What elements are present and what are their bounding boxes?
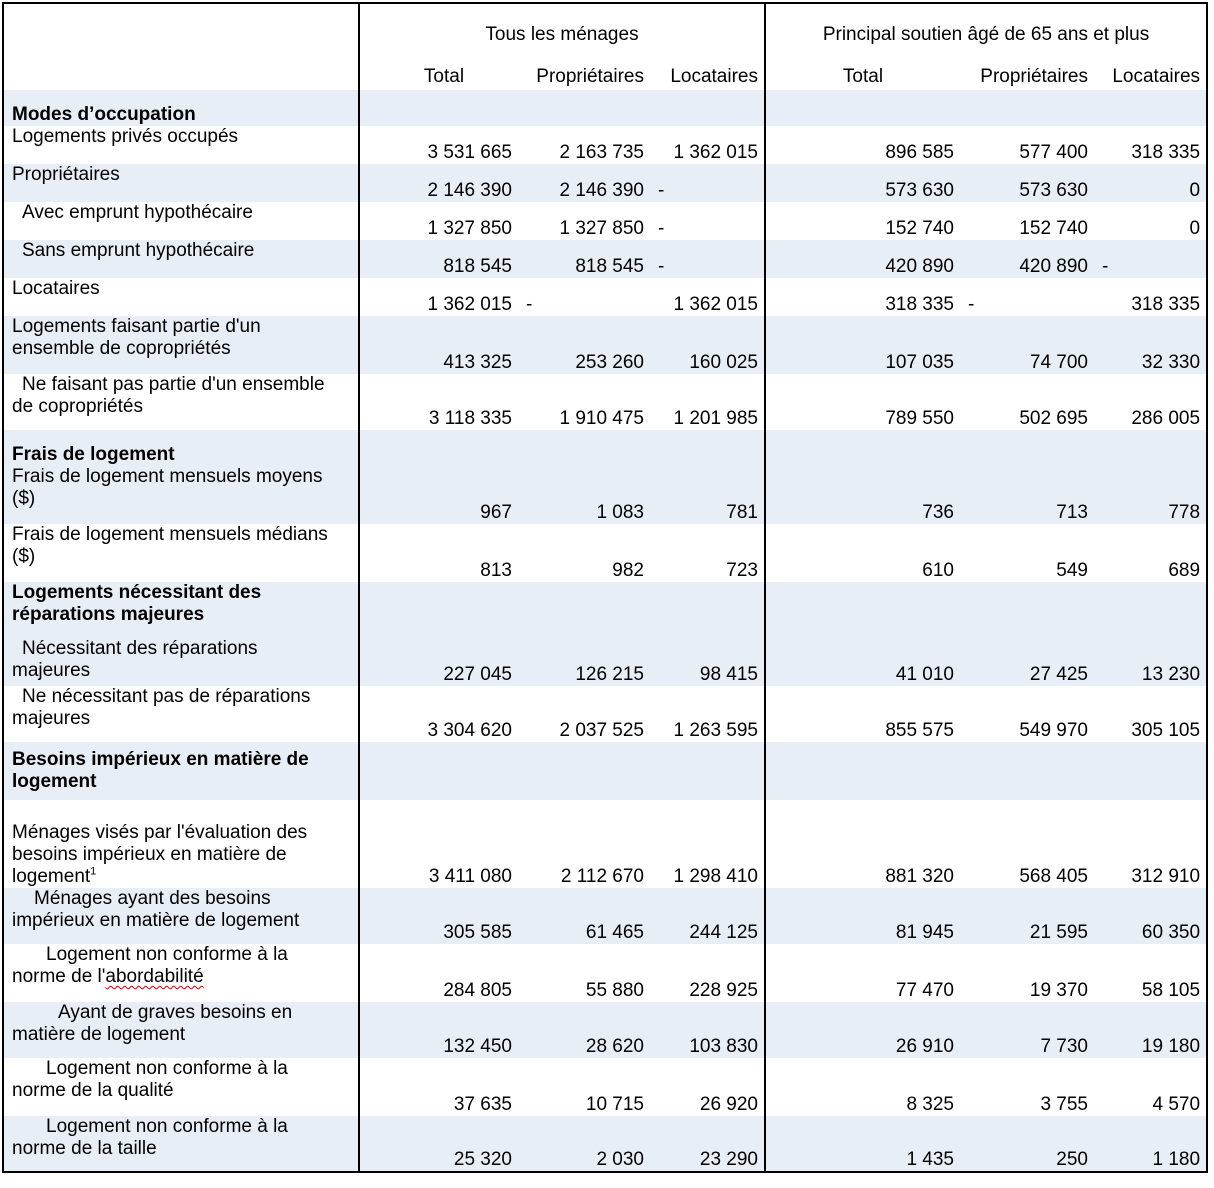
row-label-line: ($) — [12, 546, 36, 567]
cell-value: 1 362 015 — [650, 278, 765, 316]
cell-value: 26 910 — [765, 1002, 960, 1058]
cell-value: 1 910 475 — [559, 408, 644, 429]
section-title-reparations-line2: réparations majeures — [12, 604, 205, 625]
cell-value: 689 — [1094, 524, 1207, 582]
row-label-line: besoins impérieux en matière de — [12, 844, 287, 865]
row-label-line: Ne faisant pas partie d'un ensemble — [22, 374, 325, 395]
row-label-line: Ne nécessitant pas de réparations — [22, 686, 311, 707]
header-group-all-households: Tous les ménages — [359, 3, 765, 50]
row-label — [3, 1002, 359, 1058]
row-label — [3, 888, 359, 944]
cell-value: 3 118 335 — [428, 408, 512, 429]
row-label: Sans emprunt hypothécaire — [3, 240, 359, 278]
cell-value: 284 805 — [443, 980, 512, 1001]
cell-value: 4 570 — [1094, 1058, 1207, 1116]
cell-value: 19 180 — [1094, 1002, 1207, 1058]
row-label-line: norme de la taille — [12, 1138, 157, 1159]
table-row — [3, 316, 1207, 374]
row-label-line: norme de la qualité — [12, 1080, 174, 1101]
spellcheck-word: abordabilité — [105, 966, 204, 987]
row-label-line: majeures — [12, 660, 91, 681]
row-label — [3, 524, 359, 582]
table-row — [3, 164, 1207, 202]
row-label: Logements privés occupés — [3, 126, 359, 164]
section-title-besoins-line2: logement — [12, 771, 97, 792]
cell-value: 244 125 — [650, 888, 765, 944]
cell-value: 549 970 — [1019, 720, 1088, 741]
header-col-owners-all: Propriétaires — [536, 66, 644, 87]
table-row — [3, 430, 1207, 524]
row-label: Avec emprunt hypothécaire — [3, 202, 359, 240]
cell-value: 736 — [765, 430, 960, 524]
cell-value: 74 700 — [960, 316, 1094, 374]
cell-value: 318 335 — [1094, 126, 1207, 164]
row-label-line: ensemble de copropriétés — [12, 338, 231, 359]
row-label: Propriétaires — [3, 164, 359, 202]
cell-value: 23 290 — [650, 1116, 765, 1172]
cell-value: - — [1094, 240, 1207, 278]
cell-value: 7 730 — [960, 1002, 1094, 1058]
header-col-owners-65: Propriétaires — [980, 66, 1088, 87]
row-label — [3, 800, 359, 888]
row-label-line: Logement non conforme à la — [46, 1116, 288, 1137]
table-row — [3, 1058, 1207, 1116]
cell-value: 228 925 — [650, 944, 765, 1002]
cell-value: 573 630 — [765, 164, 960, 202]
cell-value: - — [968, 294, 975, 315]
cell-value: 1 327 850 — [427, 218, 512, 239]
section-title-modes: Modes d’occupation — [3, 90, 359, 126]
cell-value: - — [650, 164, 765, 202]
cell-value: 27 425 — [960, 582, 1094, 686]
cell-value: 3 411 080 — [428, 866, 512, 887]
table-row — [3, 686, 1207, 742]
cell-value: 286 005 — [1094, 374, 1207, 430]
cell-value: 2 112 670 — [560, 866, 644, 887]
cell-value: 107 035 — [765, 316, 960, 374]
cell-value: 318 335 — [1094, 278, 1207, 316]
cell-value: 37 635 — [453, 1094, 512, 1115]
cell-value: - — [650, 202, 765, 240]
cell-value: 420 890 — [960, 240, 1094, 278]
cell-value: 549 — [1056, 560, 1088, 581]
cell-value: 502 695 — [1019, 408, 1088, 429]
row-label-line: Frais de logement mensuels médians — [12, 524, 328, 545]
table-row — [3, 944, 1207, 1002]
row-label-line: Logement non conforme à la — [46, 1058, 288, 1079]
cell-value: - — [650, 240, 765, 278]
cell-value: 1 362 015 — [650, 126, 765, 164]
cell-value: 723 — [650, 524, 765, 582]
cell-value: 152 740 — [1019, 218, 1088, 239]
cell-value: 41 010 — [765, 582, 960, 686]
cell-value: 8 325 — [906, 1094, 954, 1115]
cell-value: 1 327 850 — [559, 218, 644, 239]
cell-value: 98 415 — [650, 582, 765, 686]
row-label — [3, 686, 359, 742]
header-col-renters-all: Locataires — [650, 50, 765, 90]
cell-value: 250 — [960, 1116, 1094, 1172]
table-row — [3, 888, 1207, 944]
section-title-besoins: Besoins impérieux en matière de — [12, 749, 309, 770]
cell-value: 318 335 — [885, 294, 954, 315]
cell-value: 32 330 — [1094, 316, 1207, 374]
row-label-line: Ménages visés par l'évaluation des — [12, 822, 308, 843]
cell-value: 28 620 — [518, 1002, 650, 1058]
cell-value: 982 — [612, 560, 644, 581]
cell-value: 2 163 735 — [559, 142, 644, 163]
section-row-besoins — [3, 742, 1207, 800]
row-label — [3, 742, 359, 800]
cell-value: 60 350 — [1094, 888, 1207, 944]
cell-value: 2 146 390 — [518, 164, 650, 202]
section-title-frais: Frais de logement — [12, 444, 175, 465]
cell-value: 1 083 — [518, 430, 650, 524]
cell-value: 2 037 525 — [559, 720, 644, 741]
table-row — [3, 1002, 1207, 1058]
cell-value: 132 450 — [359, 1002, 518, 1058]
cell-value: 818 545 — [359, 240, 518, 278]
table-row — [3, 524, 1207, 582]
cell-value: 3 531 665 — [427, 142, 512, 163]
cell-value: 413 325 — [359, 316, 518, 374]
cell-value: 568 405 — [1019, 866, 1088, 887]
table-row — [3, 1116, 1207, 1172]
housing-statistics-table — [2, 2, 1208, 1173]
cell-value: 10 715 — [585, 1094, 644, 1115]
cell-value: 227 045 — [359, 582, 518, 686]
cell-value: 1 201 985 — [650, 374, 765, 430]
row-label-line: de copropriétés — [12, 396, 143, 417]
cell-value: 2 030 — [518, 1116, 650, 1172]
cell-value: 305 585 — [359, 888, 518, 944]
row-label-line: Nécessitant des réparations — [22, 638, 258, 659]
row-label — [3, 430, 359, 524]
cell-value: 13 230 — [1094, 582, 1207, 686]
header-corner — [3, 3, 359, 90]
row-label-line: ($) — [12, 488, 36, 509]
row-label — [3, 582, 359, 686]
section-row-modes — [3, 90, 1207, 126]
row-label — [3, 316, 359, 374]
cell-value: 160 025 — [650, 316, 765, 374]
cell-value: 1 263 595 — [650, 686, 765, 742]
cell-value: 3 755 — [1040, 1094, 1088, 1115]
cell-value: 253 260 — [518, 316, 650, 374]
cell-value: 967 — [359, 430, 518, 524]
table-row — [3, 800, 1207, 888]
cell-value: 1 362 015 — [427, 294, 512, 315]
cell-value: 818 545 — [518, 240, 650, 278]
row-label-line: Ayant de graves besoins en — [58, 1002, 293, 1023]
cell-value: 420 890 — [765, 240, 960, 278]
row-label — [3, 1058, 359, 1116]
cell-value: 855 575 — [885, 720, 954, 741]
footnote-marker: 1 — [90, 865, 97, 878]
header-group-row — [3, 3, 1207, 50]
cell-value: 1 435 — [765, 1116, 960, 1172]
cell-value: 305 105 — [1094, 686, 1207, 742]
header-col-total-all: Total — [423, 66, 465, 87]
cell-value: 312 910 — [1094, 800, 1207, 888]
row-label — [3, 944, 359, 1002]
cell-value: 103 830 — [650, 1002, 765, 1058]
row-label-line: impérieux en matière de logement — [12, 910, 300, 931]
cell-value: 881 320 — [885, 866, 954, 887]
table-row — [3, 126, 1207, 164]
row-label: Locataires — [3, 278, 359, 316]
cell-value: 2 146 390 — [359, 164, 518, 202]
cell-value: 81 945 — [765, 888, 960, 944]
table-row — [3, 278, 1207, 316]
row-label — [3, 1116, 359, 1172]
cell-value: 58 105 — [1094, 944, 1207, 1002]
cell-value: - — [526, 294, 533, 315]
cell-value: 152 740 — [885, 218, 954, 239]
cell-value: 55 880 — [585, 980, 644, 1001]
cell-value: 1 298 410 — [650, 800, 765, 888]
row-label — [3, 374, 359, 430]
row-label-line: majeures — [12, 708, 91, 729]
row-label-line: Frais de logement mensuels moyens — [12, 466, 323, 487]
cell-value: 3 304 620 — [427, 720, 512, 741]
cell-value: 19 370 — [1029, 980, 1088, 1001]
cell-value: 778 — [1094, 430, 1207, 524]
table-row — [3, 240, 1207, 278]
row-label-line: matière de logement — [12, 1024, 186, 1045]
cell-value: 21 595 — [960, 888, 1094, 944]
table-row — [3, 582, 1207, 686]
cell-value: 126 215 — [518, 582, 650, 686]
cell-value: 0 — [1094, 164, 1207, 202]
cell-value: 61 465 — [518, 888, 650, 944]
cell-value: 896 585 — [885, 142, 954, 163]
cell-value: 573 630 — [960, 164, 1094, 202]
header-col-renters-65: Locataires — [1094, 50, 1207, 90]
cell-value: 25 320 — [359, 1116, 518, 1172]
cell-value: 26 920 — [650, 1058, 765, 1116]
section-title-reparations: Logements nécessitant des — [12, 582, 262, 603]
table-row — [3, 202, 1207, 240]
row-label-line: norme de l' — [12, 966, 106, 987]
cell-value: 0 — [1094, 202, 1207, 240]
cell-value: 781 — [650, 430, 765, 524]
row-label-line: Logements faisant partie d'un — [12, 316, 261, 337]
cell-value: 610 — [922, 560, 954, 581]
row-label-line: Logement non conforme à la — [46, 944, 288, 965]
row-label-line: Ménages ayant des besoins — [34, 888, 271, 909]
cell-value: 789 550 — [885, 408, 954, 429]
row-label-line: logement — [12, 866, 91, 887]
header-col-total-65: Total — [842, 66, 884, 87]
cell-value: 577 400 — [1019, 142, 1088, 163]
cell-value: 77 470 — [895, 980, 954, 1001]
cell-value: 713 — [960, 430, 1094, 524]
header-group-65-plus: Principal soutien âgé de 65 ans et plus — [765, 3, 1207, 50]
cell-value: 1 180 — [1094, 1116, 1207, 1172]
table-row — [3, 374, 1207, 430]
cell-value: 813 — [480, 560, 512, 581]
